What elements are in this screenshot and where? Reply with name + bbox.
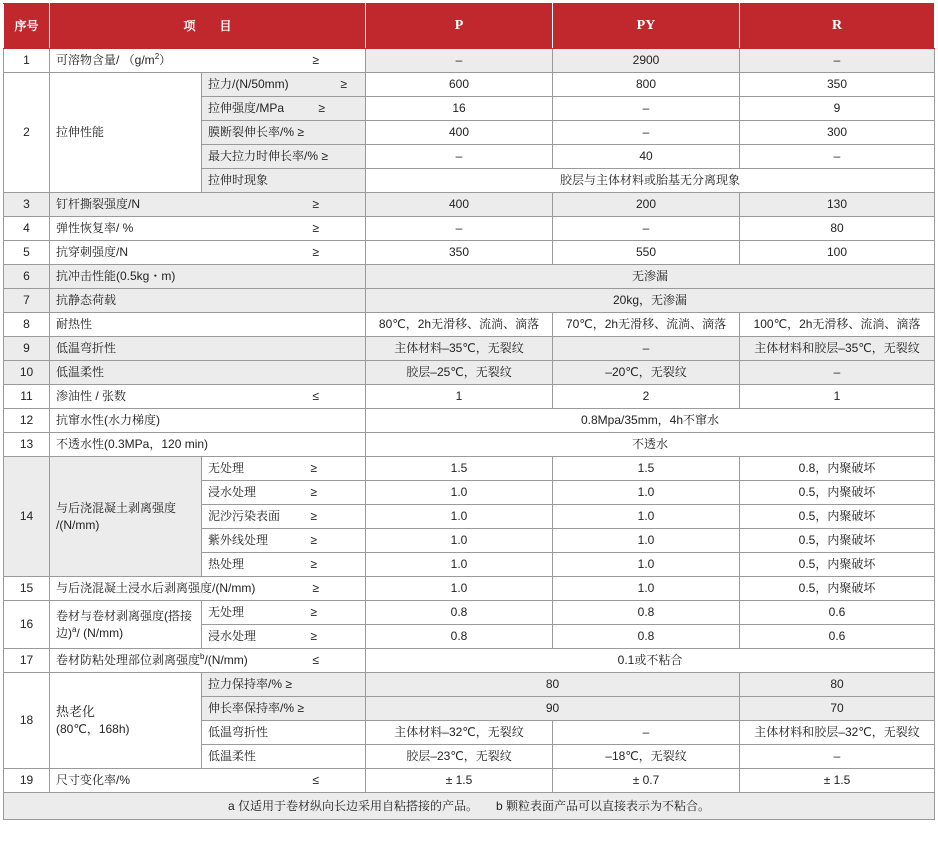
footnote: a 仅适用于卷材纵向长边采用自粘搭接的产品。 b 颗粒表面产品可以直接表示为不粘合。 — [4, 793, 935, 820]
footnote-row — [4, 793, 935, 820]
cell-r: 1 — [740, 385, 935, 409]
cell-r: 0.8，内聚破坏 — [740, 457, 935, 481]
cell-py: 2900 — [553, 49, 740, 73]
sub-label: 紫外线处理 ≥ — [202, 529, 366, 553]
row-no: 14 — [4, 457, 50, 577]
cell-r: 130 — [740, 193, 935, 217]
row-no: 15 — [4, 577, 50, 601]
table-row — [4, 193, 935, 217]
header-r: R — [740, 4, 935, 49]
cell-py: 40 — [553, 145, 740, 169]
sub-label: 低温弯折性 — [202, 721, 366, 745]
header-row — [4, 4, 935, 49]
cell-r: 100 — [740, 241, 935, 265]
row-label: 渗油性 / 张数 ≤ — [50, 385, 366, 409]
sub-label: 无处理 ≥ — [202, 457, 366, 481]
cell-p: 主体材料–32℃，无裂纹 — [366, 721, 553, 745]
header-p: P — [366, 4, 553, 49]
cell-py: 1.0 — [553, 505, 740, 529]
row-label: 抗静态荷载 — [50, 289, 366, 313]
cell-p: – — [366, 217, 553, 241]
cell-r: 0.5，内聚破坏 — [740, 505, 935, 529]
cell-r: 350 — [740, 73, 935, 97]
row-no: 18 — [4, 673, 50, 769]
cell-p: 1.0 — [366, 529, 553, 553]
row-label: 可溶物含量/ $(g/m^2)$ ≥ — [50, 49, 366, 73]
cell-r: – — [740, 361, 935, 385]
sub-label: 低温柔性 — [202, 745, 366, 769]
row-label: 热老化 (80℃，168h) — [50, 673, 202, 769]
table-row — [4, 601, 935, 625]
cell-all: 0.1或不粘合 — [366, 649, 935, 673]
header-item: 项 目 — [50, 4, 366, 49]
cell-py: 1.0 — [553, 529, 740, 553]
sub-label: 拉伸时现象 — [202, 169, 366, 193]
cell-p: 主体材料–35℃，无裂纹 — [366, 337, 553, 361]
table-row — [4, 409, 935, 433]
cell-r: 0.6 — [740, 625, 935, 649]
cell-py: 1.0 — [553, 577, 740, 601]
row-no: 13 — [4, 433, 50, 457]
row-label: 抗冲击性能(0.5kg・m) — [50, 265, 366, 289]
table-row — [4, 769, 935, 793]
cell-p: 400 — [366, 121, 553, 145]
cell-py: – — [553, 97, 740, 121]
cell-p: 350 — [366, 241, 553, 265]
cell-p: 胶层–25℃，无裂纹 — [366, 361, 553, 385]
table-row — [4, 337, 935, 361]
cell-py: – — [553, 337, 740, 361]
cell-r: 80 — [740, 673, 935, 697]
cell-p: 400 — [366, 193, 553, 217]
cell-p: 80℃，2h无滑移、流淌、滴落 — [366, 313, 553, 337]
table-row — [4, 73, 935, 97]
cell-r: 0.5，内聚破坏 — [740, 529, 935, 553]
cell-r: 0.6 — [740, 601, 935, 625]
row-label: 拉伸性能 — [50, 73, 202, 193]
row-no: 7 — [4, 289, 50, 313]
cell-r: 主体材料和胶层–35℃，无裂纹 — [740, 337, 935, 361]
sub-label: 泥沙污染表面 ≥ — [202, 505, 366, 529]
sub-label: 浸水处理 ≥ — [202, 481, 366, 505]
row-label: 不透水性(0.3MPa，120 min) — [50, 433, 366, 457]
cell-py: 0.8 — [553, 625, 740, 649]
sub-label: 拉力/(N/50mm) ≥ — [202, 73, 366, 97]
cell-all: 0.8Mpa/35mm，4h不窜水 — [366, 409, 935, 433]
header-no: 序号 — [4, 4, 50, 49]
cell-p: 1.0 — [366, 577, 553, 601]
cell-r: 9 — [740, 97, 935, 121]
cell-r: 0.5，内聚破坏 — [740, 553, 935, 577]
sub-label: 热处理 ≥ — [202, 553, 366, 577]
cell-r: 0.5，内聚破坏 — [740, 577, 935, 601]
sub-label: 无处理 ≥ — [202, 601, 366, 625]
cell-r: 70 — [740, 697, 935, 721]
cell-r: – — [740, 745, 935, 769]
row-no: 8 — [4, 313, 50, 337]
cell-p: 1.0 — [366, 481, 553, 505]
table-row — [4, 289, 935, 313]
cell-py: 1.0 — [553, 553, 740, 577]
cell-all: 无渗漏 — [366, 265, 935, 289]
row-no: 11 — [4, 385, 50, 409]
cell-py: ± 0.7 — [553, 769, 740, 793]
row-label: 卷材防粘处理部位剥离强度$^b$/(N/mm) ≤ — [50, 649, 366, 673]
sub-label: 伸长率保持率/% ≥ — [202, 697, 366, 721]
cell-p: – — [366, 49, 553, 73]
row-no: 1 — [4, 49, 50, 73]
cell-p: 16 — [366, 97, 553, 121]
row-label: 卷材与卷材剥离强度(搭接边)$^a$/ (N/mm) — [50, 601, 202, 649]
cell-py: 800 — [553, 73, 740, 97]
cell-p: ± 1.5 — [366, 769, 553, 793]
cell-p: 1 — [366, 385, 553, 409]
table-row — [4, 577, 935, 601]
cell-r: 300 — [740, 121, 935, 145]
table-row — [4, 433, 935, 457]
table-row — [4, 241, 935, 265]
cell-p: – — [366, 145, 553, 169]
table-row — [4, 265, 935, 289]
cell-p: 600 — [366, 73, 553, 97]
row-label: 钉杆撕裂强度/N ≥ — [50, 193, 366, 217]
cell-py: 1.5 — [553, 457, 740, 481]
cell-r: – — [740, 49, 935, 73]
row-no: 12 — [4, 409, 50, 433]
row-no: 16 — [4, 601, 50, 649]
cell-p: 胶层–23℃，无裂纹 — [366, 745, 553, 769]
cell-all: 不透水 — [366, 433, 935, 457]
cell-py: 1.0 — [553, 481, 740, 505]
cell-all: 20kg，无渗漏 — [366, 289, 935, 313]
row-label: 低温柔性 — [50, 361, 366, 385]
row-label: 低温弯折性 — [50, 337, 366, 361]
cell-py: 550 — [553, 241, 740, 265]
row-label: 与后浇混凝土剥离强度 /(N/mm) — [50, 457, 202, 577]
table-row — [4, 457, 935, 481]
cell-py: 2 — [553, 385, 740, 409]
row-label: 与后浇混凝土浸水后剥离强度/(N/mm) ≥ — [50, 577, 366, 601]
sub-label: 拉力保持率/% ≥ — [202, 673, 366, 697]
sub-label: 浸水处理 ≥ — [202, 625, 366, 649]
row-no: 2 — [4, 73, 50, 193]
cell-py: –18℃，无裂纹 — [553, 745, 740, 769]
cell-r: 80 — [740, 217, 935, 241]
cell-r: 0.5，内聚破坏 — [740, 481, 935, 505]
row-label: 弹性恢复率/ % ≥ — [50, 217, 366, 241]
row-label: 耐热性 — [50, 313, 366, 337]
row-label: 抗穿刺强度/N ≥ — [50, 241, 366, 265]
row-no: 3 — [4, 193, 50, 217]
row-no: 19 — [4, 769, 50, 793]
cell-py: – — [553, 121, 740, 145]
cell-py: 0.8 — [553, 601, 740, 625]
cell-p: 1.5 — [366, 457, 553, 481]
cell-all: 胶层与主体材料或胎基无分离现象 — [366, 169, 935, 193]
table-row — [4, 217, 935, 241]
table-row — [4, 313, 935, 337]
sub-label: 拉伸强度/MPa ≥ — [202, 97, 366, 121]
table-row — [4, 385, 935, 409]
row-label: 尺寸变化率/% ≤ — [50, 769, 366, 793]
cell-p: 0.8 — [366, 625, 553, 649]
cell-r: 100℃，2h无滑移、流淌、滴落 — [740, 313, 935, 337]
row-no: 4 — [4, 217, 50, 241]
cell-r: – — [740, 145, 935, 169]
row-no: 5 — [4, 241, 50, 265]
cell-py: 200 — [553, 193, 740, 217]
table-row — [4, 361, 935, 385]
row-no: 9 — [4, 337, 50, 361]
cell-p-py: 80 — [366, 673, 740, 697]
cell-py: – — [553, 217, 740, 241]
table-row — [4, 649, 935, 673]
cell-r: ± 1.5 — [740, 769, 935, 793]
header-py: PY — [553, 4, 740, 49]
sub-label: 膜断裂伸长率/% ≥ — [202, 121, 366, 145]
cell-py: – — [553, 721, 740, 745]
cell-p: 1.0 — [366, 553, 553, 577]
row-no: 6 — [4, 265, 50, 289]
table-row — [4, 49, 935, 73]
cell-p: 1.0 — [366, 505, 553, 529]
row-no: 17 — [4, 649, 50, 673]
table-row — [4, 673, 935, 697]
cell-p-py: 90 — [366, 697, 740, 721]
row-no: 10 — [4, 361, 50, 385]
sub-label: 最大拉力时伸长率/% ≥ — [202, 145, 366, 169]
spec-table — [3, 3, 935, 820]
cell-p: 0.8 — [366, 601, 553, 625]
cell-py: –20℃，无裂纹 — [553, 361, 740, 385]
cell-r: 主体材料和胶层–32℃，无裂纹 — [740, 721, 935, 745]
cell-py: 70℃，2h无滑移、流淌、滴落 — [553, 313, 740, 337]
row-label: 抗窜水性(水力梯度) — [50, 409, 366, 433]
